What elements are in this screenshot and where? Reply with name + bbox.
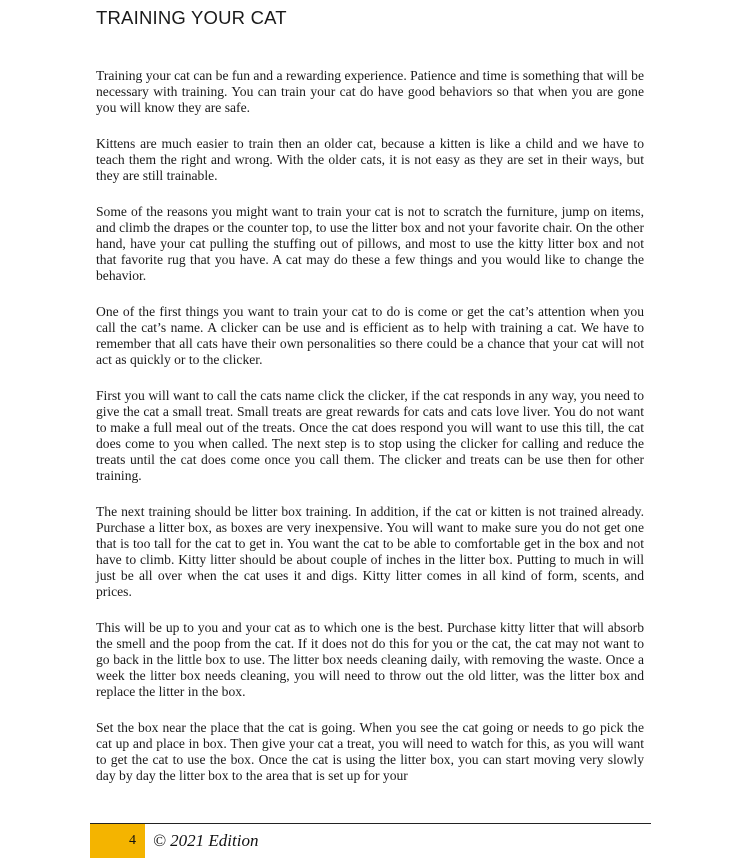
paragraph: Some of the reasons you might want to train your cat is not to scratch the furniture, jump on items, and climb the drapes or the counter top, to use the litter box and not your favorite chair. On the other hand, have your cat pulling the stuffing out of pillows, and most to use the kitty litter box and not that favorite rug that you have. A cat may do these a few things and you would like to change the behavior.	[96, 204, 644, 283]
page-number-box	[90, 824, 145, 858]
page-footer	[90, 823, 651, 858]
document-body	[96, 68, 644, 804]
paragraph: Training your cat can be fun and a rewarding experience. Patience and time is something that will be necessary with training. You can train your cat do have good behaviors so that when you are gone you will know they are safe.	[96, 68, 644, 115]
edition-label: © 2021 Edition	[153, 831, 259, 850]
page-header-title: TRAINING YOUR CAT	[96, 7, 287, 28]
paragraph: Set the box near the place that the cat is going. When you see the cat going or needs to go pick the cat up and place in box. Then give your cat a treat, you will need to watch for this, as you will want to get the cat to use the box. Once the cat is using the litter box, you can start moving very slowly day by day the litter box to the area that is set up for your	[96, 720, 644, 783]
paragraph: First you will want to call the cats name click the clicker, if the cat responds in any way, you need to give the cat a small treat. Small treats are great rewards for cats and cats love liver. You do not want to make a full meal out of the treats. Once the cat does respond you will want to use this till, the cat does come to you when called. The next step is to stop using the clicker for calling and reduce the treats until the cat does come once you call them. The clicker and treats can be use then for other training.	[96, 388, 644, 483]
paragraph: The next training should be litter box training. In addition, if the cat or kitten is not trained already. Purchase a litter box, as boxes are very inexpensive. You will want to make sure you do not get one that is too tall for the cat to get in. You want the cat to be able to comfortable get in the box and not have to climb. Kitty litter should be about couple of inches in the litter box. Putting to much in will just be all over when the cat uses it and digs. Kitty litter comes in all kind of form, scents, and prices.	[96, 504, 644, 599]
paragraph: This will be up to you and your cat as to which one is the best. Purchase kitty litter that will absorb the smell and the poop from the cat. If it does not do this for you or the cat, the cat may not want to go back in the little box to use. The litter box needs cleaning daily, with removing the waste. Once a week the litter box needs cleaning, you will need to throw out the old litter, was the litter box and replace the litter in the box.	[96, 620, 644, 699]
paragraph: One of the first things you want to train your cat to do is come or get the cat’s attention when you call the cat’s name. A clicker can be use and is efficient as to help with training a cat. We have to remember that all cats have their own personalities so there could be a chance that your cat will not act as quickly or to the clicker.	[96, 304, 644, 367]
paragraph: Kittens are much easier to train then an older cat, because a kitten is like a child and we have to teach them the right and wrong. With the older cats, it is not easy as they are set in their ways, but they are still trainable.	[96, 136, 644, 183]
page-number: 4	[129, 833, 136, 848]
